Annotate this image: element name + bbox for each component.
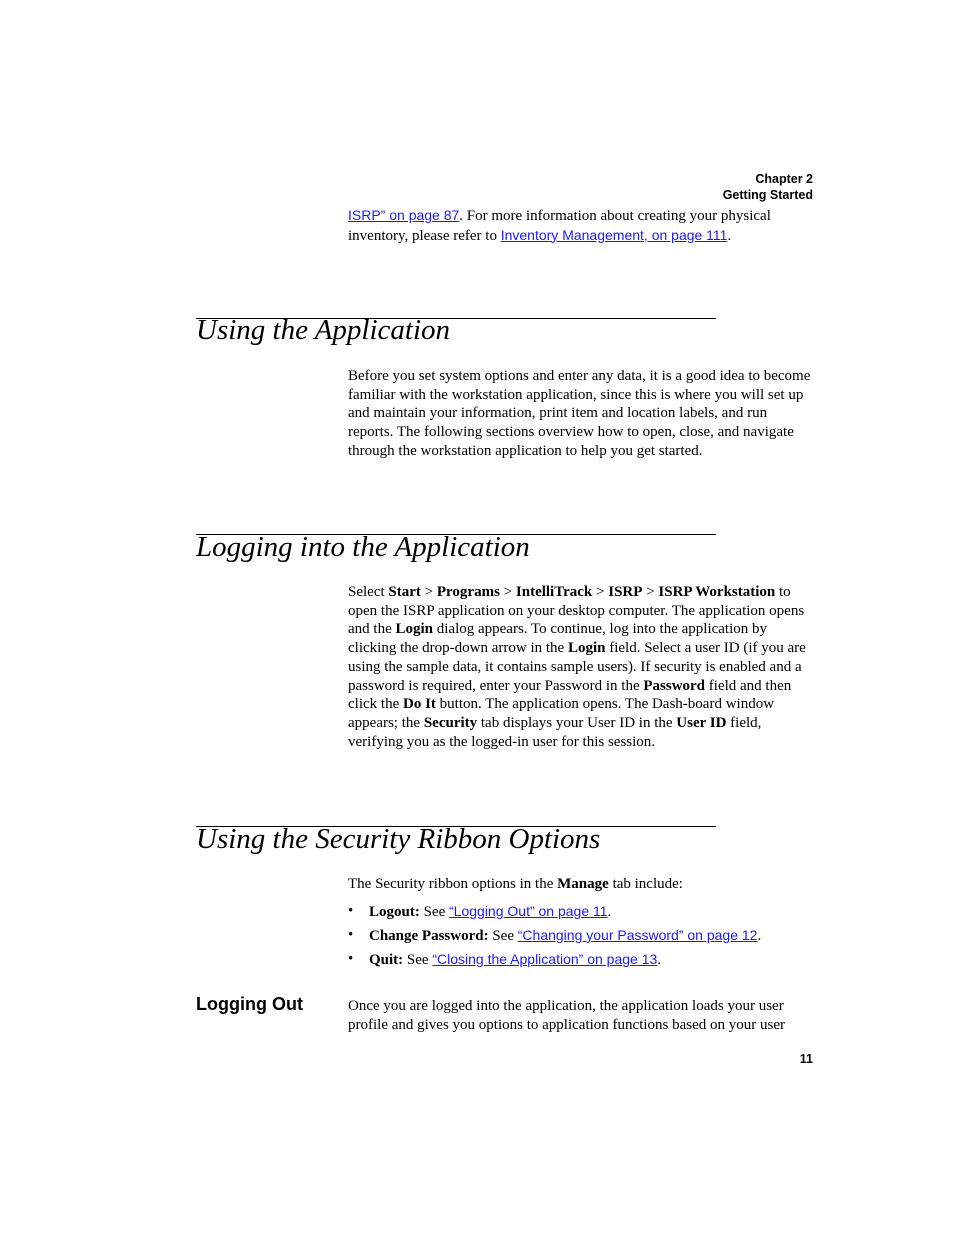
menu-path-programs: Programs xyxy=(436,584,500,600)
term-password: Password xyxy=(643,677,706,694)
term-manage: Manage xyxy=(557,876,609,892)
bullet-icon: • xyxy=(348,951,354,967)
isrp-page-87-link[interactable]: ISRP” on page 87 xyxy=(348,207,460,223)
text: See xyxy=(488,928,518,944)
term-security: Security xyxy=(423,714,478,731)
option-term: Quit: xyxy=(369,952,404,968)
text: to open the ISRP application on your desktop computer. The application opens and the xyxy=(348,584,805,638)
security-ribbon-lead xyxy=(348,875,814,894)
inventory-management-link[interactable]: Inventory Management, on page 111 xyxy=(500,226,728,243)
list-item xyxy=(348,902,814,922)
text: > xyxy=(499,584,516,600)
menu-path-start: Start xyxy=(388,584,421,600)
text: Select xyxy=(348,584,389,600)
text: . xyxy=(657,952,662,968)
text: tab include: xyxy=(608,876,683,892)
text: dialog appears. To continue, log into the application by clicking the drop-down arrow in the xyxy=(348,621,768,657)
logging-out-paragraph: Once you are logged into the application, the application loads your user profile and gives you options to application functions based on your user xyxy=(348,998,785,1033)
text: tab displays your User ID in the xyxy=(477,714,677,731)
section-heading-using-application: Using the Application xyxy=(196,314,451,346)
text: . xyxy=(757,928,762,944)
menu-path-isrp: ISRP xyxy=(608,584,643,600)
text: field and then click the xyxy=(348,677,792,713)
page-number: 11 xyxy=(799,1052,813,1066)
subsection-heading-logging-out: Logging Out xyxy=(196,994,303,1014)
list-item xyxy=(348,950,814,970)
running-header xyxy=(723,171,813,203)
menu-path-isrp-workstation: ISRP Workstation xyxy=(658,584,776,600)
text: . xyxy=(607,904,612,920)
text: The Security ribbon options in the xyxy=(348,876,558,892)
header-chapter: Chapter 2 xyxy=(755,172,813,186)
term-login: Login xyxy=(567,640,606,657)
changing-password-link[interactable]: “Changing your Password” on page 12 xyxy=(517,927,758,943)
bullet-icon: • xyxy=(348,903,354,919)
logging-out-link[interactable]: “Logging Out” on page 11 xyxy=(449,903,608,919)
closing-application-link[interactable]: “Closing the Application” on page 13 xyxy=(432,951,658,967)
text: > xyxy=(420,584,437,600)
text: field. Select a user ID (if you are using the sample data, it contains sample users). If security is enabled and a password is required, enter your Password in the xyxy=(348,640,806,694)
header-title: Getting Started xyxy=(722,188,813,202)
term-user-id: User ID xyxy=(676,714,727,731)
section-heading-logging-into: Logging into the Application xyxy=(196,531,530,563)
menu-path-intellitrack: IntelliTrack xyxy=(515,584,593,600)
security-options-list xyxy=(348,902,814,974)
intro-text-2: . xyxy=(727,227,732,244)
text: See xyxy=(403,952,433,968)
option-term: Logout: xyxy=(369,904,420,920)
text: > xyxy=(592,584,609,600)
logging-into-paragraph xyxy=(348,583,814,751)
term-login: Login xyxy=(395,621,433,638)
section-heading-security-ribbon: Using the Security Ribbon Options xyxy=(196,823,601,855)
text: field, verifying you as the logged-in user for this session. xyxy=(348,714,762,750)
term-do-it: Do It xyxy=(402,696,436,713)
intro-text-1: . For more information about creating your physical inventory, please refer to xyxy=(348,208,771,244)
bullet-icon: • xyxy=(348,927,354,943)
text: See xyxy=(419,904,450,920)
using-application-paragraph: Before you set system options and enter any data, it is a good idea to become familiar with the workstation application, since this is where you will set up and maintain your information, print item and location labels, and run reports. The following sections overview how to open, close, and navigate through the workstation application to help you get started. xyxy=(348,368,811,459)
option-term: Change Password: xyxy=(369,928,489,944)
text: > xyxy=(642,584,659,600)
intro-paragraph xyxy=(348,206,814,245)
text: button. The application opens. The Dash-board window appears; the xyxy=(348,696,775,731)
list-item xyxy=(348,926,814,946)
